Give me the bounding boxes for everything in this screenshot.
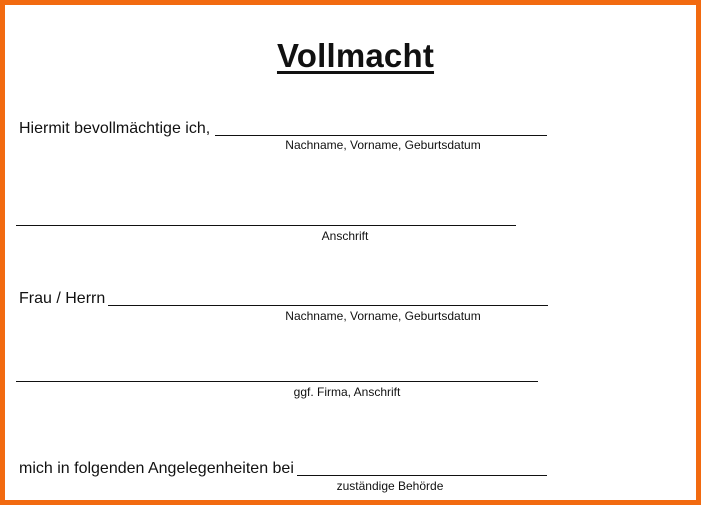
grantor-address-caption: Anschrift xyxy=(321,229,369,243)
agent-name-line xyxy=(108,305,548,306)
grantor-label: Hiermit bevollmächtige ich, xyxy=(19,120,211,137)
grantor-address-line xyxy=(16,225,516,226)
agent-label: Frau / Herrn xyxy=(19,290,106,307)
authority-caption: zuständige Behörde xyxy=(336,479,444,493)
grantor-signature-line xyxy=(215,135,547,136)
document-title: Vollmacht xyxy=(276,37,435,74)
agent-company-caption: ggf. Firma, Anschrift xyxy=(293,385,401,399)
authority-line xyxy=(297,475,547,476)
agent-company-line xyxy=(16,381,538,382)
grantor-caption: Nachname, Vorname, Geburtsdatum xyxy=(285,138,481,152)
agent-caption: Nachname, Vorname, Geburtsdatum xyxy=(285,309,481,323)
matters-label: mich in folgenden Angelegenheiten bei xyxy=(19,460,294,477)
